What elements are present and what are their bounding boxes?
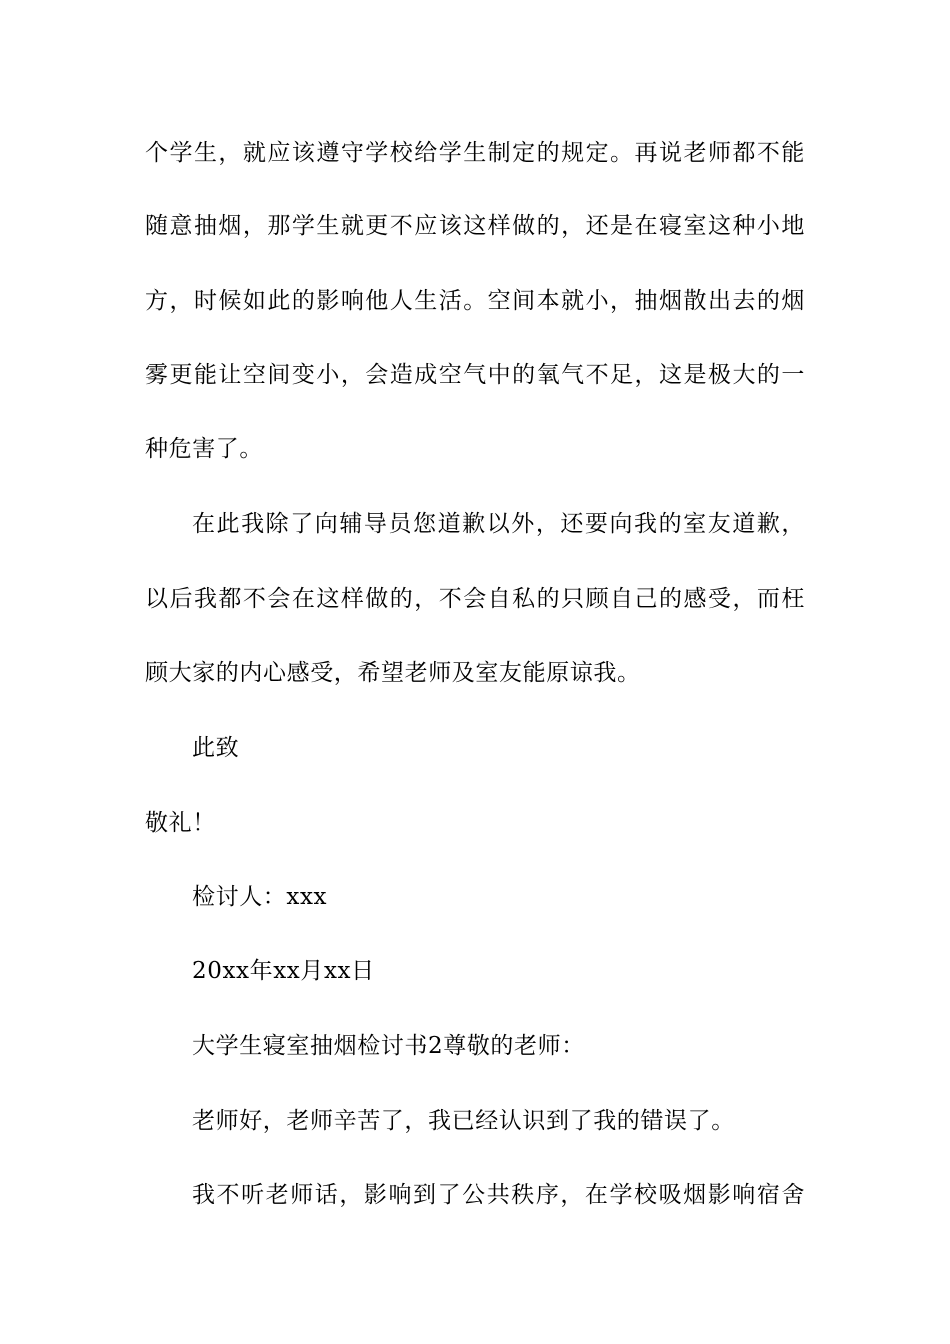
paragraph-line: 方，时候如此的影响他人生活。空间本就小，抽烟散出去的烟 bbox=[145, 288, 805, 314]
paragraph-line: 个学生，就应该遵守学校给学生制定的规定。再说老师都不能 bbox=[145, 140, 805, 166]
section-heading: 大学生寝室抽烟检讨书2尊敬的老师： bbox=[192, 1033, 585, 1059]
paragraph-line: 顾大家的内心感受，希望老师及室友能原谅我。 bbox=[145, 660, 641, 686]
signature-author: 检讨人：xxx bbox=[192, 884, 328, 910]
closing-regards: 敬礼！ bbox=[145, 810, 216, 836]
paragraph-line: 种危害了。 bbox=[145, 436, 263, 462]
paragraph-line: 在此我除了向辅导员您道歉以外，还要向我的室友道歉， bbox=[192, 511, 805, 537]
closing-salutation: 此致 bbox=[192, 735, 240, 761]
signature-date: 20xx年xx月xx日 bbox=[192, 958, 375, 984]
paragraph-line: 以后我都不会在这样做的，不会自私的只顾自己的感受，而枉 bbox=[145, 586, 805, 612]
paragraph-line: 老师好，老师辛苦了，我已经认识到了我的错误了。 bbox=[192, 1108, 735, 1134]
paragraph-line: 雾更能让空间变小，会造成空气中的氧气不足，这是极大的一 bbox=[145, 362, 805, 388]
paragraph-line: 随意抽烟，那学生就更不应该这样做的，还是在寝室这种小地 bbox=[145, 213, 805, 239]
paragraph-line: 我不听老师话，影响到了公共秩序，在学校吸烟影响宿舍 bbox=[192, 1182, 805, 1208]
